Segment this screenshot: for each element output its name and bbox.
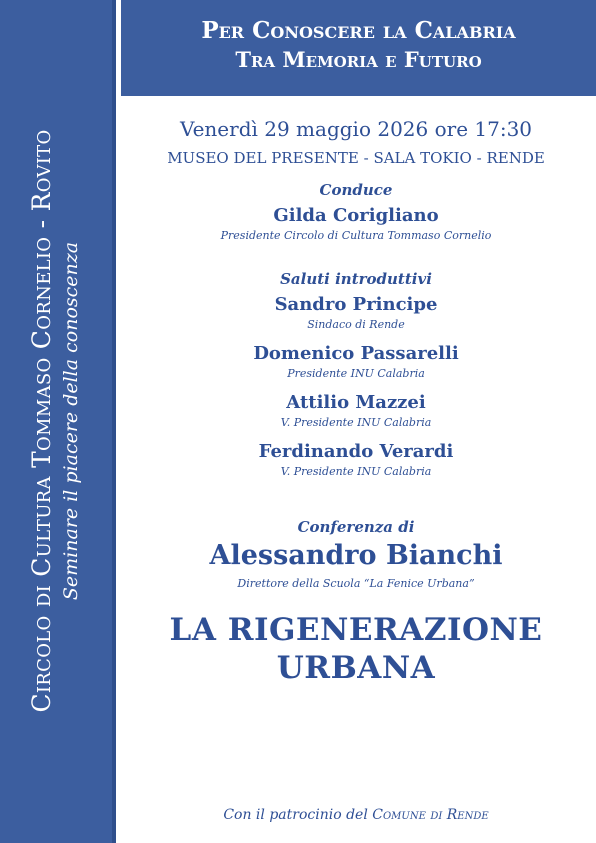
greeting-name: Attilio Mazzei <box>286 392 426 413</box>
greeting-title: V. Presidente INU Calabria <box>280 416 432 429</box>
greeting-name: Ferdinando Verardi <box>258 441 454 462</box>
greetings-heading: Saluti introduttivi <box>280 270 432 288</box>
conference-heading: Conferenza di <box>297 518 415 536</box>
patronage-note <box>116 807 596 823</box>
moderator-heading: Conduce <box>319 181 393 199</box>
main-content <box>116 96 596 687</box>
topic-line-1: LA RIGENERAZIONE <box>169 612 543 648</box>
series-subtitle: Tra Memoria e Futuro <box>235 47 482 72</box>
patron-name: Comune di Rende <box>372 807 489 823</box>
speaker-title: Direttore della Scuola “La Fenice Urbana” <box>237 577 475 590</box>
organization-tagline: Seminare il piacere della conoscenza <box>60 241 82 601</box>
organization-name: Circolo di Cultura Tommaso Cornelio - Rovito <box>27 129 56 713</box>
greeting-title: Presidente INU Calabria <box>287 367 425 380</box>
moderator-name: Gilda Corigliano <box>273 205 439 226</box>
greeting-name: Sandro Principe <box>274 294 438 315</box>
event-venue: MUSEO DEL PRESENTE - SALA TOKIO - RENDE <box>167 149 545 167</box>
moderator-title: Presidente Circolo di Cultura Tommaso Cornelio <box>220 229 492 242</box>
greeting-title: V. Presidente INU Calabria <box>280 465 432 478</box>
greeting-title: Sindaco di Rende <box>307 318 405 331</box>
patronage-prefix: Con il patrocinio del <box>223 807 373 823</box>
greeting-name: Domenico Passarelli <box>253 343 459 364</box>
event-date: Venerdì 29 maggio 2026 ore 17:30 <box>179 117 533 141</box>
topic-line-2: URBANA <box>276 650 436 686</box>
vertical-sidebar-text <box>27 129 85 712</box>
series-title: Per Conoscere la Calabria <box>201 17 516 44</box>
header-banner <box>121 0 596 96</box>
speaker-name: Alessandro Bianchi <box>209 540 503 571</box>
